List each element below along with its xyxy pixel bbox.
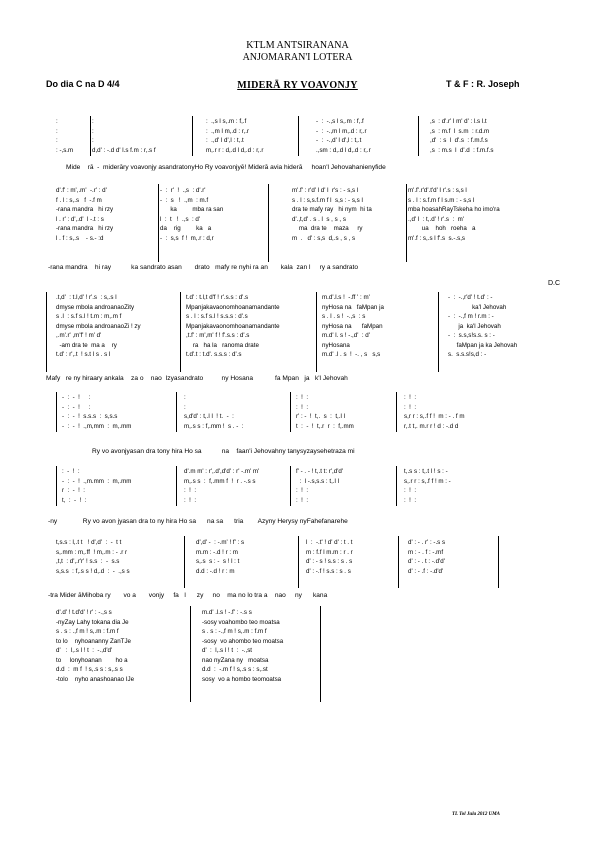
barline — [56, 466, 57, 506]
score-measure: t,.s s : t,.t l ! s : - s,.r r : s,.f f ! m : - : ! : : ! : — [404, 468, 451, 504]
lyric-line: -ny Ry vo avon jyasan dra to ny hira Ho sa na sa tria Azyny Herysy nyFahefanarehe — [48, 518, 348, 525]
barline — [290, 392, 291, 432]
score-measure: : : : d,d' : -.d d' l.s f.m : r,.s f — [92, 118, 156, 154]
barline — [320, 606, 321, 702]
barline — [398, 536, 399, 588]
score-measure: - : -.,r'd' ! t.d' : - ka'l Jehovah - : -.,f m ! r.m : - ja ka'l Jehovah - : s.s,s!s.s. s : - faMpan ja ka Jehovah s. s.s.s!s,d : - — [448, 294, 518, 358]
lyric-line: -tra Mider āMihoba ry vo a vonjy fa l zy no ma no lo tra a nao ny kana — [48, 592, 328, 599]
barline — [316, 292, 317, 372]
score-measure: m.d' .l.s ! -.f' : -.s s -sosy voahombo teo moatsa s . s : -.,f m ! s,.m : f.m f -sosy vo ahombo teo moatsa d' : l,.s l ! t : -.,st nao nyZana ny moatsa d.d : -.m f ! s,.s s : s,.st sosy vo a hombo teomoatsa — [202, 609, 284, 683]
barline — [184, 536, 185, 588]
lyric-line: Mide rā - miderāry voavonjy asandratonyHo Ry voavonjyē! Miderā avia hiderā hoan'l Jehovahanienyfide — [66, 164, 386, 171]
score-measure: - : r' ! .,s : d'.r' - : s ! .,m : m.f ka mba ra san l : t ! .,s : d' da rig ka a - : s,s f ! m,.r : d,r — [160, 187, 224, 242]
choir-subtitle: ANJOMARAN'I LOTERA — [242, 52, 353, 63]
author-credit: T & F : R. Joseph — [446, 79, 520, 89]
score-measure: m'.f'.r'd'.t'd' l r'.s : s,s l s . l : s.f.m f l s.m : - s,s l mba hoasahRayTskeha ho imo'ra .,d' l : t,.d' ! r'.s : m' ua hoh roeha a m'.f : s,.s l f'.s s.-.s,s — [408, 187, 500, 242]
score-measure: - : -.,s l s,.m : f,.f - : -.,m l m,.d : r,.r - : -.,d' l d',l : t,.t .,sm : d,.d l d,.d : r,.r — [316, 118, 371, 154]
barline — [498, 536, 499, 588]
song-title: MIDERĀ RY VOAVONJY — [237, 80, 358, 91]
score-measure: d'.f' : m',.m' -.r' : d' f . l : s,.s f -.f m -rana mandra hi rzy l . r' : d',.d' l -.t : s -rana mandra hi rzy l . f : s,.s - s.- :d — [56, 187, 114, 242]
score-measure: d' : - . r' : -.s s m : - . f : -.mf d' : - . t : -.d'd' d' : - .f : -.d'd' — [408, 539, 446, 575]
barline — [396, 392, 397, 432]
choir-name: KTLM ANTSIRANANA — [246, 40, 349, 51]
dc-mark: D.C — [548, 280, 561, 287]
barline — [290, 466, 291, 506]
barline — [90, 116, 91, 156]
barline — [268, 184, 269, 262]
score-measure: t.d' : t.l,t d'f ! r'.s.s : d'.s Mpanjakavaonomhoanamandante s . l : s.f s.l ! s.s.s : d'.s Mpanjakavaonomhoanamandante ,t.f' : m',m' f ! f'.s.s : d'.s ra ha la ranoma drate t.d'.t : t.d'. s.s.s : d'.s — [186, 294, 280, 358]
score-measure: ,s : d'.r' l m' d' : l.s l.t ,s : m.f l s.m : r.d.m ,d' : s l d'.s : f.m.f.s ,s : m.s l d'.d : f.m.f.s — [430, 118, 494, 154]
score-measure: : - ! : - : - ! .,m.mm : m,.mm r : - ! : t, : - ! : — [62, 468, 132, 504]
score-measure: t,s.s : l,.t t ! d',d' : - t t s,.mm : m,.ff ! m,.m : - .r r ,t,t : d',.r'r' ! s.s : - s.s s,s.s : f,.s s ! d,.d : - .,s s — [56, 539, 130, 575]
footer-credit: TL Tol Jula 2012 UMA — [452, 812, 500, 817]
barline — [406, 184, 407, 262]
barline — [180, 292, 181, 372]
barline — [176, 392, 177, 432]
barline — [438, 292, 439, 372]
barline — [298, 116, 299, 156]
score-measure: : : s,d'd' : t,.l l ! t. - : m,.s s : f,.mm ! s . - : — [184, 394, 244, 430]
barline — [396, 466, 397, 506]
barline — [56, 392, 57, 432]
barline — [176, 466, 177, 506]
score-measure: m'.f' : r'd' l d' l r's : - s,s l s . l : s,s.f.m f l s,s : - s,s l dra te mafy ray hi nym hi ta d'.,t,d' . s . l s , s , s ma dra te maza ry m . d' : s,s d,.s , s , s — [292, 187, 372, 242]
score-measure: - : - ! : - : - ! : - : - ! s.s.s : s,s.s - : - ! .,m,mm : m,.mm — [62, 394, 132, 430]
score-measure: d',d' - : -.m' ! f' : s m.m : -.d ! r : m s,.s s : - s ! l : t d.d : -.d ! r : m — [196, 539, 245, 575]
score-measure: : : : : -,s.m — [56, 118, 74, 154]
barline — [46, 292, 47, 372]
score-measure: f' - . - ! t,.t t: r',d'd' : l -.s,s.s : t,.l l : ! : : ! : — [296, 468, 344, 504]
lyric-line: Ry vo avonjyasan dra tony hira Ho sa na faan'i Jehovahny tanysyzaysehetraza mi — [92, 448, 355, 455]
score-measure: : ! : : ! : s,r r : s,.f f ! m : - . f m r,.t t,. m.r r ! d : -.d d — [404, 394, 465, 430]
barline — [190, 606, 191, 702]
lyric-line: Mafy re ny hiraary ankala za o nao Izyasandrato ny Hosana fa Mpan ja k'l Jehovah — [46, 375, 348, 382]
score-measure: : ! : : ! : r' : - ! t,. s : t,.l l t : - ! t,.r r : f,.mm — [296, 394, 354, 430]
barline — [158, 184, 159, 262]
score-measure: l : -.t' ! d' d' : t . t m : f.f l m.m : r . r d' : - s ! s.s : s . s d' : -.f ! s.s : s . s — [306, 539, 353, 575]
barline — [192, 116, 193, 156]
key-signature: Do dia C na D 4/4 — [46, 79, 120, 89]
score-measure: m.d'.l.s ! -.ff ' : m' nyHosa na faMpan ja s . l . s ! -.,s : s nyHosa na faMpan m.d' l. s ! -.,d' : d' nyHosana m.d' .l . s ! -. , s s,s — [322, 294, 384, 358]
barline — [418, 116, 419, 156]
score-measure: d'.d' ! t.d'd' ! r' : -.,s s -nyZay Lahy tokana dia Je s . s : .,f m ! s,.m : f.m f to lo nyhoananny ZanTJe d' : l,.s l ! t : -.,d'd' to lonyhoanan ho a d.d : m f ! s,.s s : s,.s s -tolo nyho anashoanao IJe — [56, 609, 135, 683]
barline — [298, 536, 299, 588]
score-measure: d'.m m' : r',.d',d'd' : r' -.m' m' m,.s s : f,.mm f ! r . -.s s : ! : : ! : — [184, 468, 260, 504]
score-measure: .t,d' : t.l,d' ! r'.s : s,.s l dmyse mbola androanaoZity s .l : s.f s.l ! t.m : m,.m f dmyse mbola androanaoZi ! zy ,.m'.r' ,m'f' ! m' d' -am dra te ma a ry t.d' : r',.t ! s.t l s . s l — [56, 294, 141, 358]
score-measure: : .,s l s,.m : f,.f : .,m l m,.d : r,.r : .,d' l d',l : t,.t m,.r r : d,.d l d,.d : r,.r — [206, 118, 264, 154]
lyric-line: -rana mandra hi ray ka sandrato asan drato mafy re nyhi ra an kala zan l ry a sandrato — [48, 264, 359, 271]
